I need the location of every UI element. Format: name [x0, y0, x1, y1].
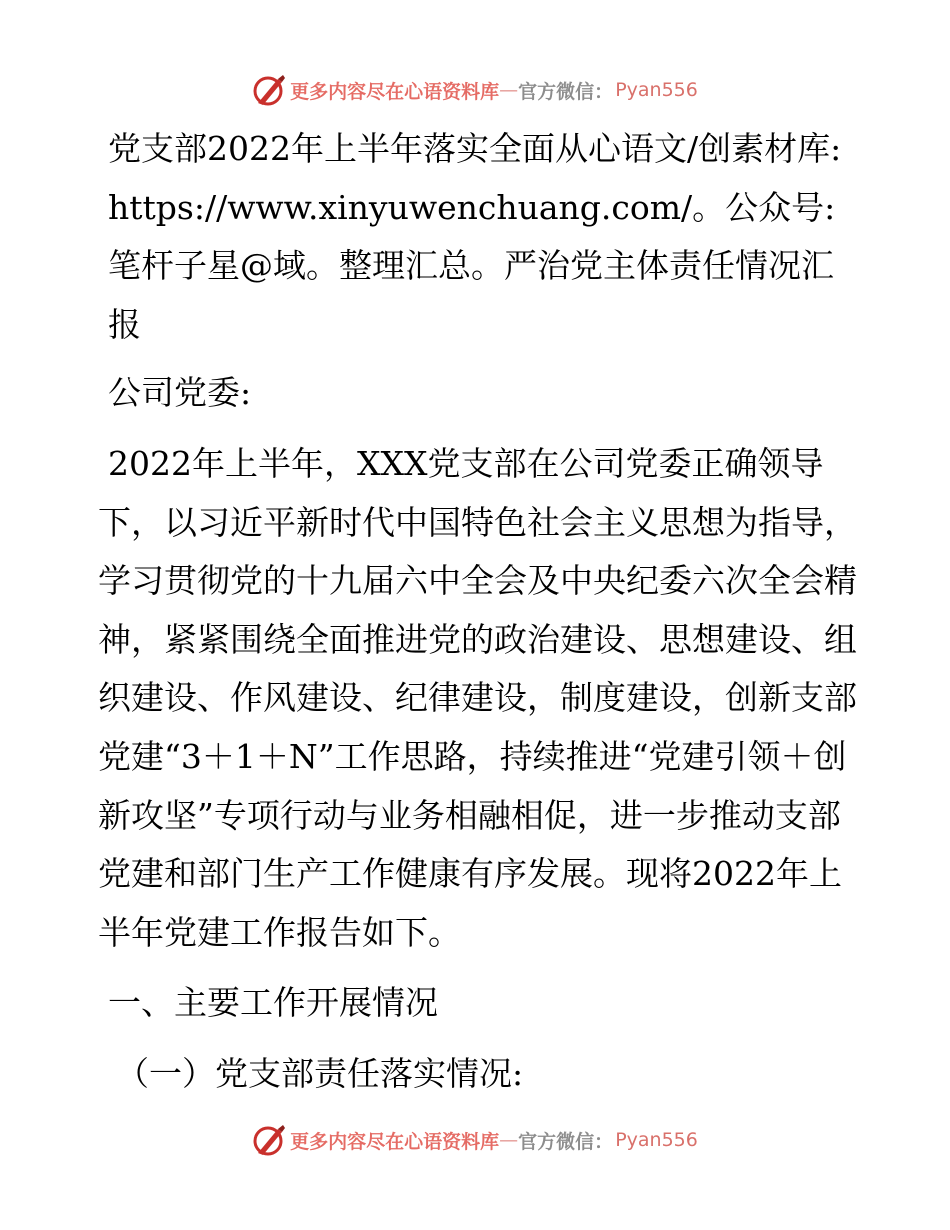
- document-title: 党支部2022年上半年落实全面从心语文/创素材库: https://www.xinyuwenchuang.com/。公众号: 笔杆子星@域。整理汇总。严治党主体责任情况汇报: [108, 129, 842, 344]
- body-paragraph: 2022年上半年，XXX党支部在公司党委正确领导下，以习近平新时代中国特色社会主义思想为指导，学习贯彻党的十九届六中全会及中央纪委六次全会精神，紧紧围绕全面推进党的政治建设、思想建设、组织建设、作风建设、纪律建设，制度建设，创新支部党建“3＋1＋N”工作思路，持续推进“党建引领＋创新攻坚”专项行动与业务相融相促，进一步推动支部党建和部门生产工作健康有序发展。现将2022年上半年党建工作报告如下。: [98, 443, 857, 952]
- section-heading-2: （一）党支部责任落实情况:: [116, 1053, 524, 1093]
- document-body: [98, 120, 858, 1104]
- banner-wechat-id: Pyan556: [615, 1129, 698, 1151]
- banner-wechat-id: Pyan556: [615, 79, 698, 101]
- banner-dash: —: [499, 79, 519, 101]
- section-heading-1: 一、主要工作开展情况: [108, 983, 438, 1023]
- banner-wechat-label: 官方微信：: [518, 80, 614, 103]
- banner-dash: —: [499, 1129, 519, 1151]
- banner-wechat-label: 官方微信：: [518, 1130, 614, 1153]
- salutation: 公司党委:: [108, 373, 252, 413]
- pen-logo-icon: [252, 73, 286, 107]
- header-banner: [0, 70, 950, 110]
- pen-logo-icon: [252, 1123, 286, 1157]
- banner-main-text: 更多内容尽在心语资料库: [290, 80, 500, 103]
- banner-main-text: 更多内容尽在心语资料库: [290, 1130, 500, 1153]
- footer-banner: [0, 1120, 950, 1160]
